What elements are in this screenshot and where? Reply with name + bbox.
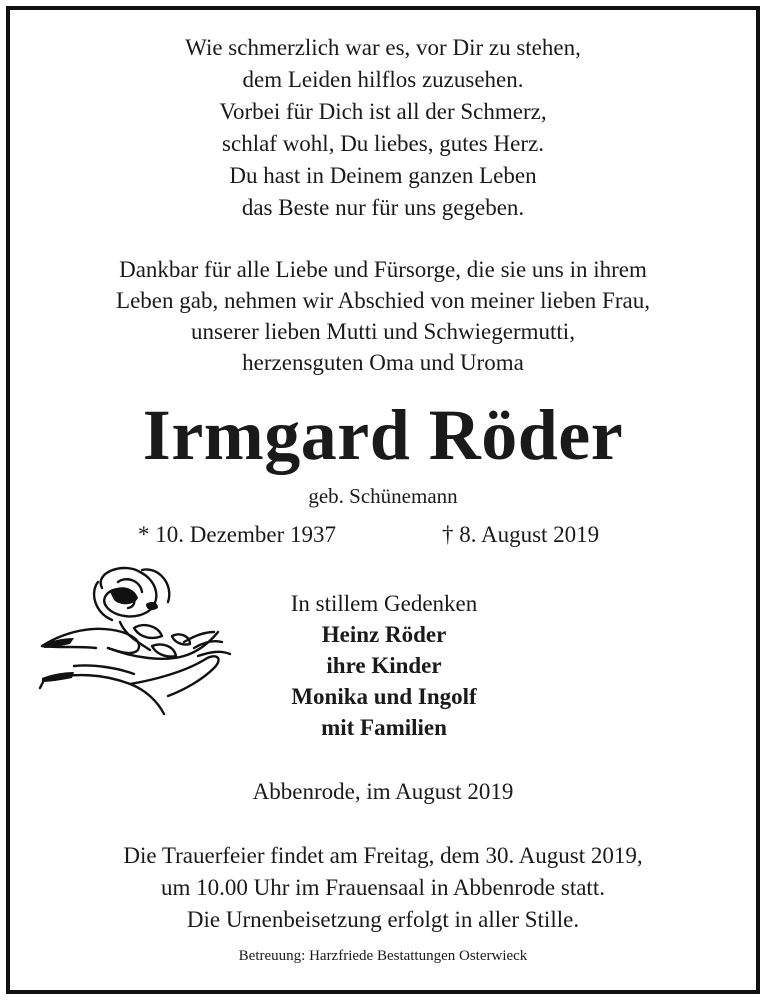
funeral-line: um 10.00 Uhr im Frauensaal in Abbenrode statt. bbox=[161, 875, 605, 900]
verse-line: Du hast in Deinem ganzen Leben bbox=[229, 163, 537, 188]
mourners-heading: In stillem Gedenken bbox=[290, 591, 478, 616]
verse-line: schlaf wohl, Du liebes, gutes Herz. bbox=[222, 131, 544, 156]
deceased-name: Irmgard Röder bbox=[142, 395, 624, 475]
mourner-name: Monika und Ingolf bbox=[291, 684, 477, 709]
verse-line: Vorbei für Dich ist all der Schmerz, bbox=[219, 99, 547, 124]
place-date: Abbenrode, im August 2019 bbox=[252, 779, 514, 804]
intro-line: herzensguten Oma und Uroma bbox=[242, 350, 524, 375]
funeral-line: Die Trauerfeier findet am Freitag, dem 30. August 2019, bbox=[123, 843, 643, 868]
maiden-name: geb. Schünemann bbox=[308, 484, 458, 508]
birth-date: * 10. Dezember 1937 bbox=[138, 522, 336, 547]
mourner-name: Heinz Röder bbox=[321, 622, 447, 647]
intro-line: Dankbar für alle Liebe und Fürsorge, die sie uns in ihrem bbox=[119, 257, 647, 282]
verse-line: Wie schmerzlich war es, vor Dir zu stehen, bbox=[185, 35, 581, 60]
intro-line: unserer lieben Mutti und Schwiegermutti, bbox=[191, 319, 575, 344]
obituary-notice bbox=[6, 6, 760, 994]
funeral-home-credit: Betreuung: Harzfriede Bestattungen Osterwieck bbox=[238, 948, 528, 964]
funeral-line: Die Urnenbeisetzung erfolgt in aller Stille. bbox=[186, 907, 580, 932]
intro-line: Leben gab, nehmen wir Abschied von meiner lieben Frau, bbox=[116, 288, 650, 313]
mourner-name: ihre Kinder bbox=[326, 653, 442, 678]
verse-line: dem Leiden hilflos zuzusehen. bbox=[242, 67, 524, 92]
rose-in-hands-icon bbox=[34, 562, 234, 722]
verse-line: das Beste nur für uns gegeben. bbox=[241, 195, 525, 220]
mourner-name: mit Familien bbox=[321, 715, 447, 740]
death-date: † 8. August 2019 bbox=[442, 522, 600, 547]
